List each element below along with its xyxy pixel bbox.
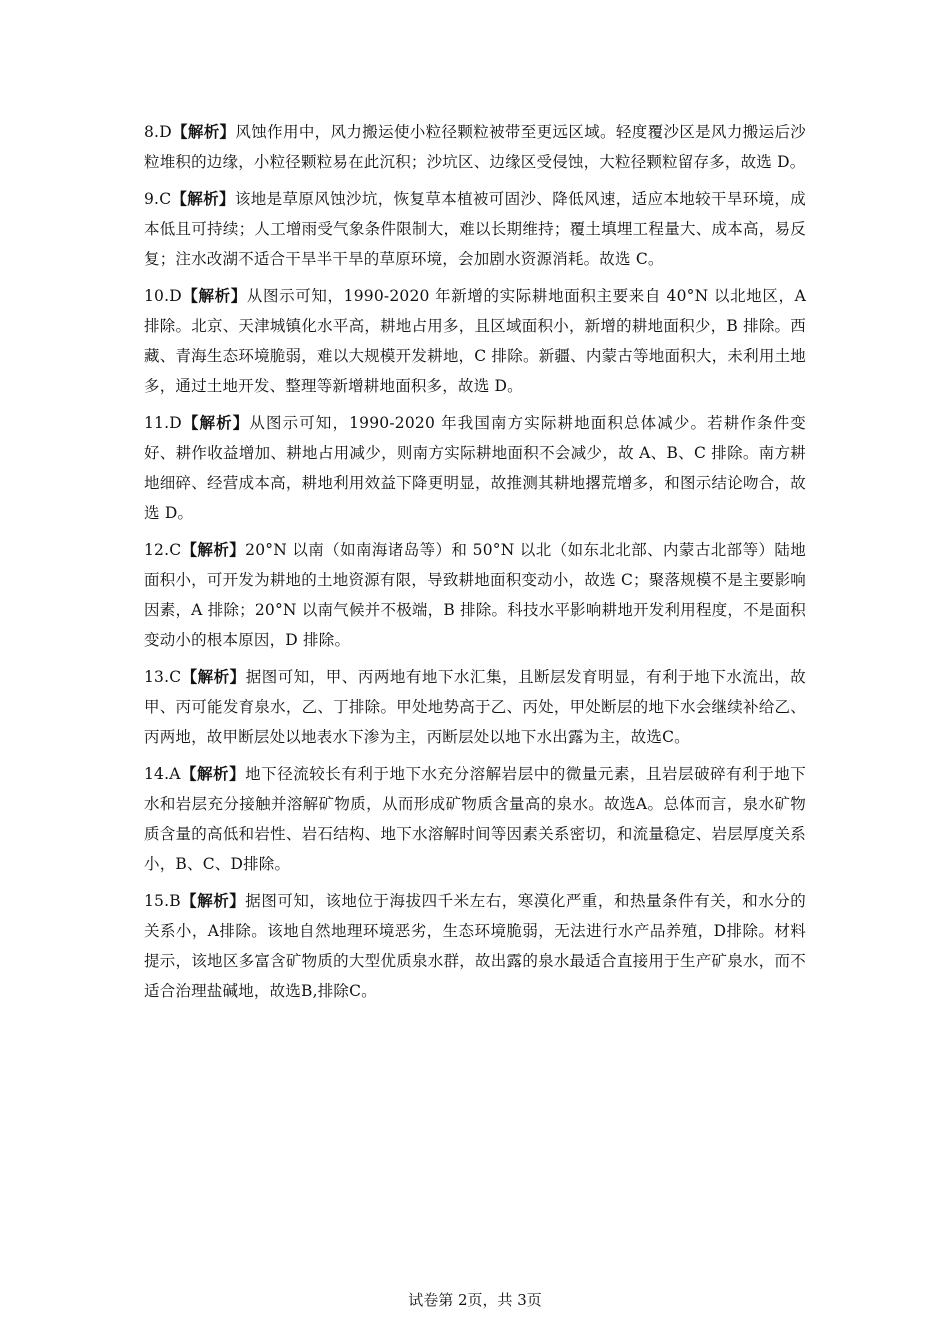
analysis-tag: 【解析】 [180,764,246,783]
answer-number: 13.C [144,668,182,686]
answer-text: 风蚀作用中，风力搬运使小粒径颗粒被带至更远区域。轻度覆沙区是风力搬运后沙粒堆积的边缘，小粒径颗粒易在此沉积；沙坑区、边缘区受侵蚀，大粒径颗粒留存多，故选 D。 [144,123,806,171]
analysis-tag: 【解析】 [181,667,246,686]
answer-number: 8.D [144,123,172,141]
answer-item-11 [144,408,806,528]
answer-number: 9.C [144,190,172,208]
answer-item-13 [144,662,806,752]
answer-text: 地下径流较长有利于地下水充分溶解岩层中的微量元素，且岩层破碎有利于地下水和岩层充分接触并溶解矿物质，从而形成矿物质含量高的泉水。故选A。总体而言，泉水矿物质含量的高低和岩性、岩石结构、地下水溶解时间等因素关系密切，和流量稳定、岩层厚度关系小，B、C、D排除。 [144,765,806,873]
answer-number: 14.A [144,765,181,783]
answer-item-10 [144,281,806,401]
answer-text: 从图示可知，1990-2020 年我国南方实际耕地面积总体减少。若耕作条件变好、耕作收益增加、耕地占用减少，则南方实际耕地面积不会减少，故 A、B、C 排除。南方耕地细碎、经营成本高，耕地利用效益下降更明显，故推测其耕地撂荒增多，和图示结论吻合，故选 D。 [144,414,806,522]
answer-item-9 [144,184,806,274]
answer-number: 11.D [144,414,182,432]
analysis-tag: 【解析】 [181,413,250,432]
page-footer: 试卷第 2页，共 3页 [408,1291,542,1309]
answer-text: 20°N 以南（如南海诸岛等）和 50°N 以北（如东北北部、内蒙古北部等）陆地面积小，可开发为耕地的土地资源有限，导致耕地面积变动小，故选 C；聚落规模不是主要影响因素，A 排除；20°N 以南气候并不极端，B 排除。科技水平影响耕地开发利用程度，不是面积变动小的根本原因，D 排除。 [144,541,806,649]
answer-number: 12.C [144,541,182,559]
analysis-tag: 【解析】 [171,189,235,208]
answer-text: 据图可知，甲、丙两地有地下水汇集，且断层发育明显，有利于地下水流出，故甲、丙可能发育泉水，乙、丁排除。甲处地势高于乙、丙处，甲处断层的地下水会继续补给乙、丙两地，故甲断层处以地表水下渗为主，丙断层处以地下水出露为主，故选C。 [144,668,806,746]
answer-item-8 [144,117,806,177]
answer-number: 15.B [144,892,181,910]
analysis-tag: 【解析】 [181,540,246,559]
answer-item-14 [144,759,806,879]
answer-text: 据图可知，该地位于海拔四千米左右，寒漠化严重，和热量条件有关，和水分的关系小，A排除。该地自然地理环境恶劣，生态环境脆弱，无法进行水产品养殖，D排除。材料提示，该地区多富含矿物质的大型优质泉水群，故出露的泉水最适合直接用于生产矿泉水，而不适合治理盐碱地，故选B,排除C。 [144,892,806,1000]
answer-explanations [144,117,806,1013]
answer-text: 该地是草原风蚀沙坑，恢复草本植被可固沙、降低风速，适应本地较干旱环境，成本低且可持续；人工增雨受气象条件限制大，难以长期维持；覆土填埋工程量大、成本高，易反复；注水改湖不适合干旱半干旱的草原环境，会加剧水资源消耗。故选 C。 [144,190,807,268]
analysis-tag: 【解析】 [180,891,246,910]
answer-item-12 [144,535,806,655]
answer-item-15 [144,886,806,1006]
answer-text: 从图示可知，1990-2020 年新增的实际耕地面积主要来自 40°N 以北地区，A 排除。北京、天津城镇化水平高，耕地占用多，且区域面积小，新增的耕地面积少，B 排除。西藏、青海生态环境脆弱，难以大规模开发耕地，C 排除。新疆、内蒙古等地面积大，未利用土地多，通过土地开发、整理等新增耕地面积多，故选 D。 [144,287,806,395]
analysis-tag: 【解析】 [181,286,247,305]
analysis-tag: 【解析】 [171,122,236,141]
answer-number: 10.D [144,287,182,305]
